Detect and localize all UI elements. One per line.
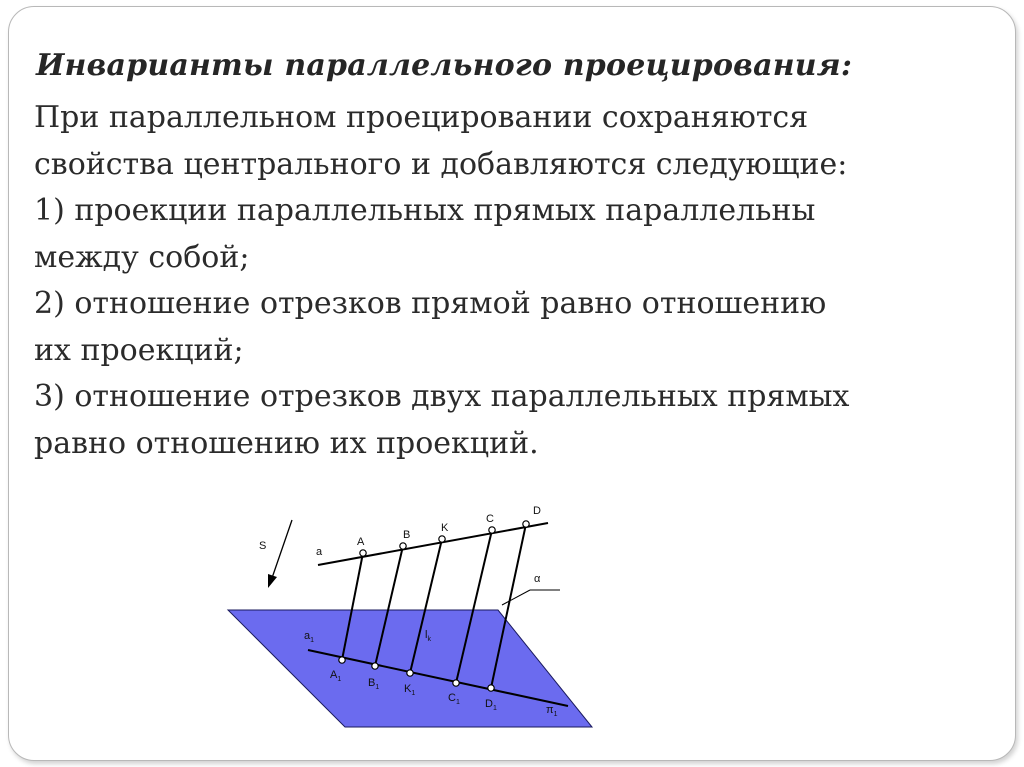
point-K <box>439 536 445 542</box>
alpha-label: α <box>534 573 541 585</box>
line-a-label: a <box>316 546 323 558</box>
line-a <box>318 523 548 565</box>
point-B-label: B <box>403 529 411 541</box>
point-C1-label: $C_1$ <box>448 692 460 706</box>
point-B1 <box>372 663 378 669</box>
point-C-label: C <box>486 513 494 525</box>
point-K-label: K <box>441 522 449 534</box>
point-B <box>400 543 406 549</box>
point-B1-label: $B_1$ <box>368 677 380 691</box>
point-D-label: D <box>533 505 541 517</box>
point-C <box>489 527 495 533</box>
point-D <box>523 521 529 527</box>
point-A1 <box>339 657 345 663</box>
projector-label: $l_k$ <box>425 629 431 643</box>
direction-arrow-head <box>268 574 277 588</box>
point-K1 <box>407 670 413 676</box>
point-D1-label: $D_1$ <box>485 698 497 712</box>
projection-plane <box>228 610 592 727</box>
point-A-label: A <box>357 536 365 548</box>
body-line: равно отношению их проекций. <box>34 425 539 461</box>
point-A1-label: $A_1$ <box>330 669 342 683</box>
direction-label: S <box>259 540 267 552</box>
projection-line-label: $a_1$ <box>304 630 315 644</box>
body-line: 1) проекции параллельных прямых параллельны <box>34 193 816 228</box>
body-line: между собой; <box>34 239 250 275</box>
body-line: их проекций; <box>34 332 244 368</box>
body-line: свойства центрального и добавляются следующие: <box>34 146 848 182</box>
point-K1-label: $K_1$ <box>404 683 416 697</box>
body-line: 3) отношение отрезков двух параллельных прямых <box>34 379 850 414</box>
alpha-leader <box>502 590 530 605</box>
point-A <box>360 550 366 556</box>
direction-arrow <box>272 520 292 578</box>
point-D1 <box>488 685 494 691</box>
slide-title: Инварианты параллельного проецирования: <box>36 48 853 83</box>
body-line: 2) отношение отрезков прямой равно отношению <box>34 286 827 321</box>
point-C1 <box>453 680 459 686</box>
body-line: При параллельном проецировании сохраняются <box>34 100 809 135</box>
plane-name-label: $\pi_1$ <box>546 704 558 718</box>
